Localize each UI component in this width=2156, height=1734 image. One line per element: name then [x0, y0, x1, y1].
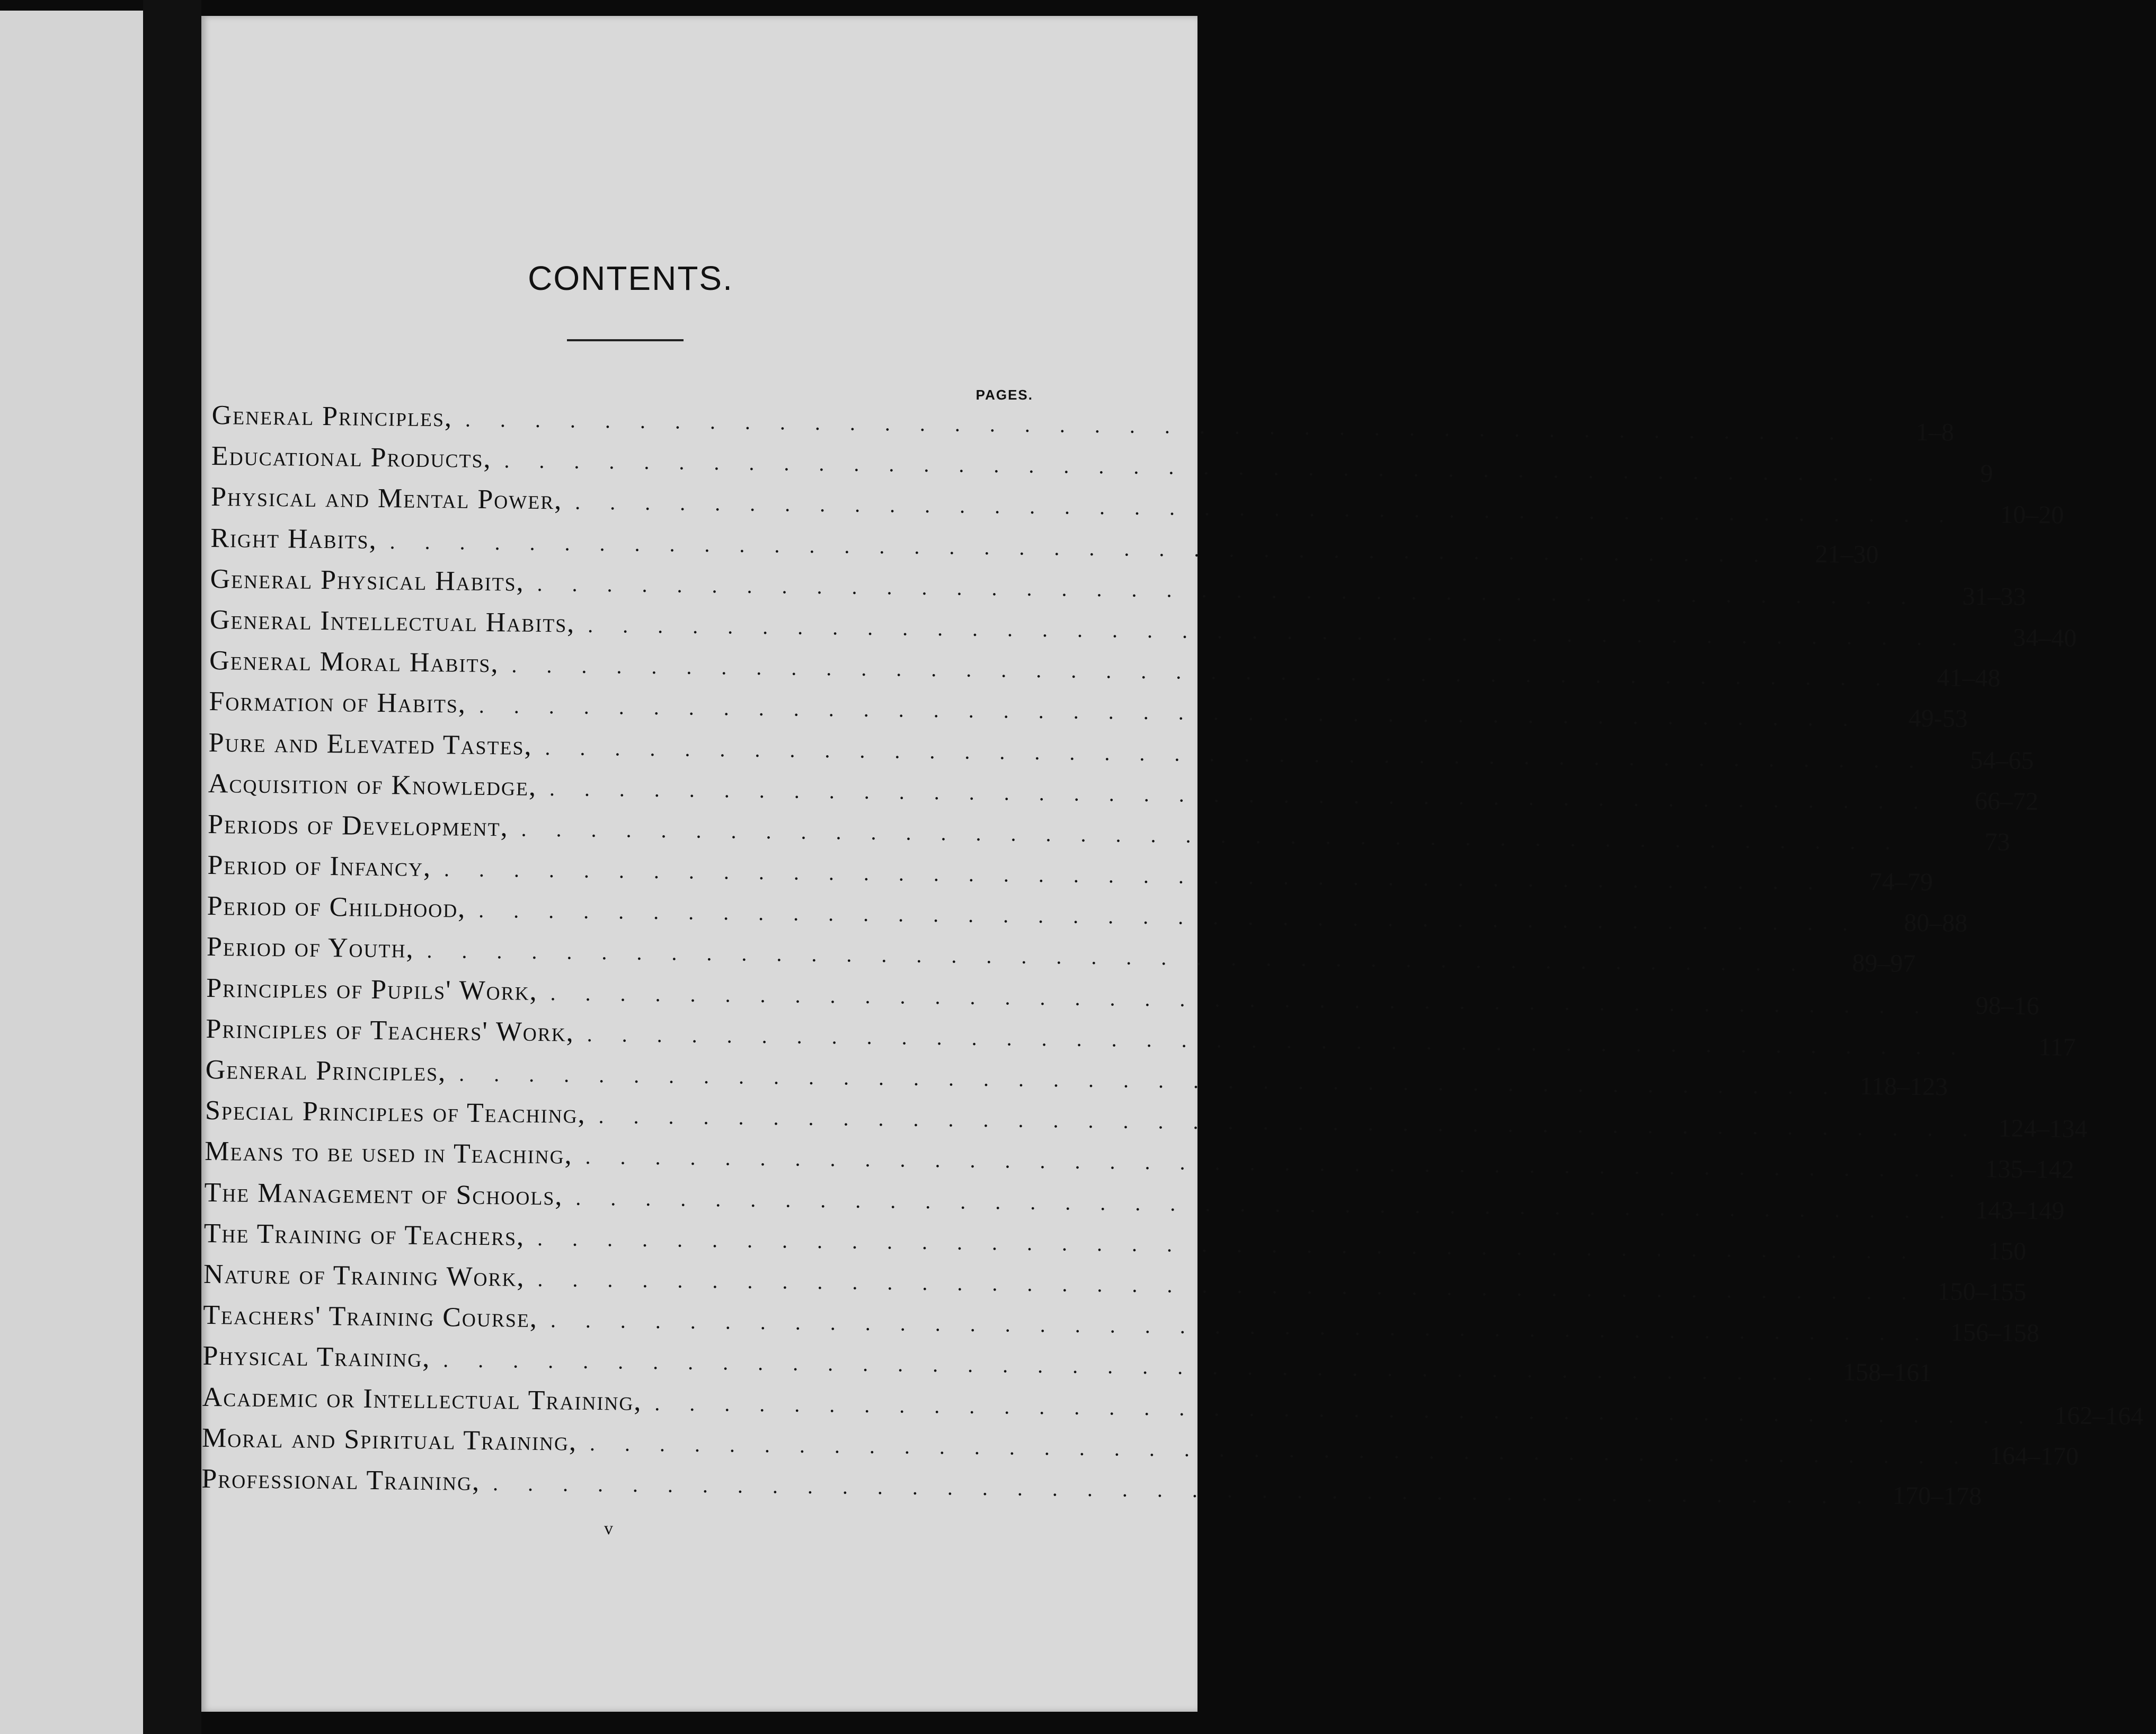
toc-entry-pages: 89–97 [1852, 949, 1916, 978]
toc-leader-dots: ........................................ [389, 529, 1789, 567]
toc-entry-pages: 34–40 [2012, 623, 2077, 652]
toc-entry-title: Physical and Mental Power, [210, 482, 563, 516]
toc-entry-pages: 49-53 [1908, 704, 1968, 733]
toc-leader-dots: ........................................ [537, 1267, 1937, 1305]
toc-leader-dots: ........................................ [478, 694, 1878, 731]
toc-entry-pages: 74–79 [1869, 868, 1933, 897]
toc-leader-dots: ........................................ [550, 980, 1949, 1019]
toc-entry-pages: 66–72 [1974, 786, 2039, 816]
toc-entry-title: Period of Childhood, [207, 891, 466, 924]
toc-entry-title: Periods of Development, [207, 809, 509, 843]
toc-entry-pages: 10–20 [2000, 500, 2064, 529]
toc-entry-title: Formation of Habits, [209, 686, 467, 719]
toc-entry-title: Pure and Elevated Tastes, [208, 727, 533, 761]
toc-entry-pages: 118–123 [1859, 1072, 1948, 1101]
toc-leader-dots: ........................................ [585, 1145, 1984, 1182]
toc-entry-title: The Management of Schools, [204, 1177, 563, 1211]
toc-leader-dots: ........................................ [458, 1061, 1858, 1099]
toc-entry-title: Period of Youth, [206, 932, 414, 965]
toc-leader-dots: ........................................ [550, 1308, 1950, 1346]
toc-entry-pages: 54–65 [1970, 746, 2034, 775]
toc-leader-dots: ........................................ [588, 613, 1987, 651]
toc-entry-pages: 164–170 [1989, 1441, 2079, 1471]
toc-entry-title: Educational Products, [211, 441, 492, 474]
toc-entry-pages: 143–149 [1975, 1196, 2065, 1225]
toc-leader-dots: ........................................ [465, 407, 1865, 445]
toc-leader-dots: ........................................ [478, 898, 1878, 936]
toc-entry-title: Academic or Intellectual Training, [202, 1382, 642, 1417]
toc-entry-title: General Principles, [205, 1054, 447, 1087]
toc-leader-dots: ........................................ [504, 448, 1903, 486]
toc-entry-title: Principles of Pupils' Work, [206, 972, 538, 1006]
toc-entry-pages: 158–161 [1842, 1358, 1932, 1387]
toc-entry-pages: 9 [1980, 459, 1993, 488]
toc-entry-pages: 21–30 [1815, 539, 1879, 569]
contents-page [201, 16, 2144, 1712]
toc-entry-title: Special Principles of Teaching, [205, 1095, 586, 1130]
toc-leader-dots: ........................................ [521, 817, 1920, 854]
toc-entry-title: General Physical Habits, [210, 563, 525, 597]
toc-leader-dots: ........................................ [537, 571, 1936, 609]
toc-leader-dots: ........................................ [511, 653, 1911, 691]
toc-entry-pages: 31–33 [1962, 582, 2026, 611]
toc-entry-title: General Moral Habits, [209, 645, 499, 679]
toc-entry-pages: 150–155 [1937, 1277, 2027, 1306]
book-gutter [143, 0, 201, 1734]
toc-leader-dots: ........................................ [589, 1431, 1989, 1468]
facing-page-edge [0, 11, 143, 1734]
toc-entry-title: Period of Infancy, [207, 850, 432, 883]
toc-entry-title: Means to be used in Teaching, [205, 1136, 573, 1170]
toc-entry-pages: 135–142 [1985, 1155, 2074, 1184]
toc-entry-title: Professional Training, [201, 1463, 481, 1497]
toc-leader-dots: ........................................ [537, 1226, 1937, 1264]
toc-entry-pages: 80–88 [1903, 908, 1968, 938]
toc-leader-dots: ........................................ [549, 776, 1949, 814]
toc-leader-dots: ........................................ [575, 1186, 1975, 1223]
toc-entry-title: The Training of Teachers, [203, 1218, 525, 1252]
toc-entry-pages: 170–178 [1892, 1481, 1982, 1511]
toc-entry-pages: 73 [1984, 828, 2010, 856]
toc-entry-title: Teachers' Training Course, [203, 1300, 538, 1334]
toc-entry-title: Principles of Teachers' Work, [206, 1013, 575, 1048]
toc-entry-title: Physical Training, [202, 1341, 431, 1374]
toc-entry-title: Acquisition of Knowledge, [208, 768, 537, 802]
toc-entry-pages: 1–8 [1915, 418, 1955, 447]
toc-leader-dots: ........................................ [443, 1348, 1842, 1385]
table-of-contents [201, 395, 2144, 1511]
toc-entry-pages: 150 [1988, 1237, 2027, 1266]
toc-entry-title: Right Habits, [210, 523, 377, 555]
toc-entry-title: Moral and Spiritual Training, [201, 1422, 578, 1457]
page-number: v [604, 1519, 613, 1538]
toc-leader-dots: ........................................ [427, 939, 1826, 976]
toc-entry-title: General Intellectual Habits, [209, 604, 575, 639]
toc-entry-title: General Principles, [211, 400, 453, 433]
toc-entry-pages: 124–134 [1998, 1114, 2088, 1144]
toc-leader-dots: ........................................ [654, 1391, 2054, 1428]
toc-entry-title: Nature of Training Work, [203, 1259, 525, 1293]
title-rule [567, 339, 684, 341]
page-title: CONTENTS. [528, 259, 733, 297]
toc-leader-dots: ........................................ [575, 490, 1974, 528]
toc-entry-pages: 156–158 [1950, 1318, 2040, 1348]
toc-entry-pages: 98–16 [1975, 991, 2039, 1020]
toc-leader-dots: ........................................ [492, 1471, 1892, 1509]
pages-column-label: PAGES. [975, 387, 1033, 403]
toc-entry [211, 395, 1955, 447]
toc-leader-dots: ........................................ [545, 735, 1944, 773]
toc-entry-pages: 41–48 [1937, 663, 2001, 693]
toc-entry-pages: 162–164 [2054, 1401, 2144, 1430]
toc-leader-dots: ........................................ [443, 857, 1843, 895]
toc-leader-dots: ........................................ [598, 1104, 1998, 1142]
toc-entry-pages: 117 [2038, 1032, 2076, 1061]
toc-leader-dots: ........................................ [587, 1022, 1986, 1060]
